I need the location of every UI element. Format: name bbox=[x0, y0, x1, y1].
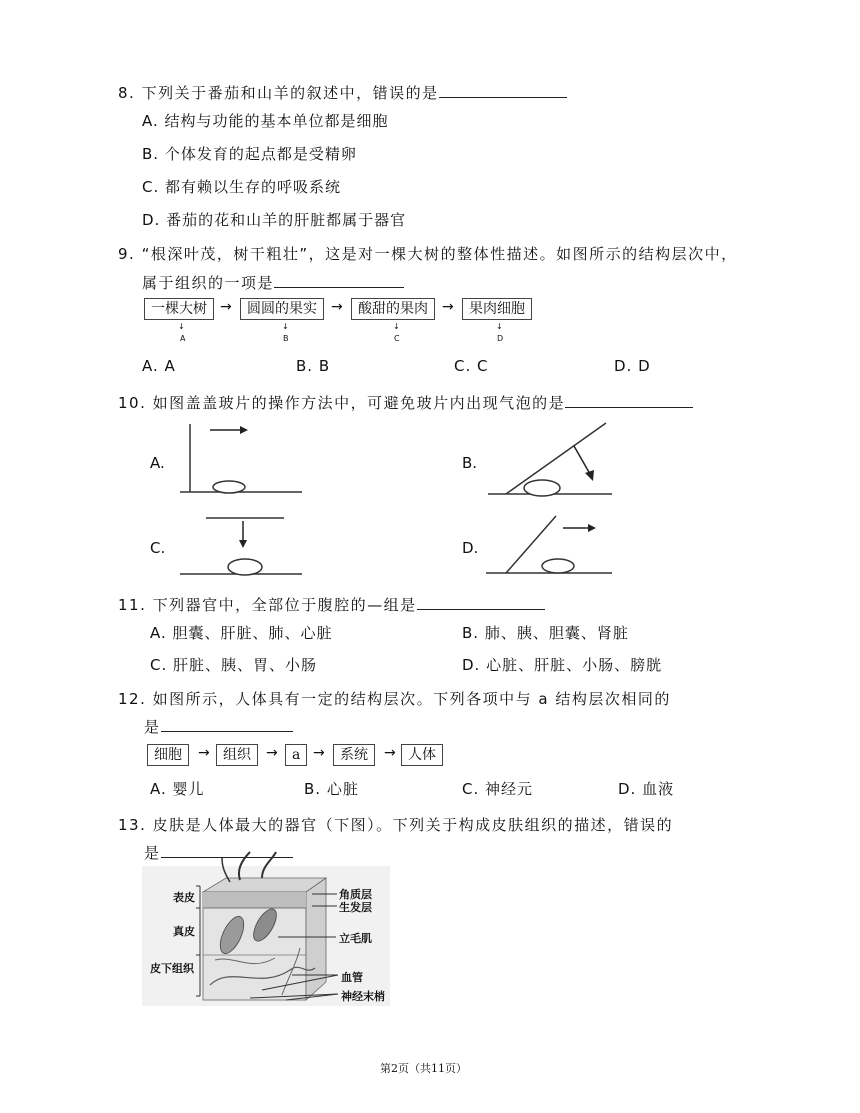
q10-option-d: D. bbox=[462, 539, 479, 557]
down-arrow-icon: ↓ bbox=[178, 322, 185, 331]
q12-option-d: D. 血液 bbox=[618, 780, 675, 798]
q9-stem-line1: 9. “根深叶茂，树干粗壮”，这是对一棵大树的整体性描述。如图所示的结构层次中， bbox=[118, 245, 738, 263]
q10-option-c: C. bbox=[150, 539, 166, 557]
q9-flow-box-4: 果肉细胞 bbox=[462, 298, 532, 320]
q12-flow-box-3: a bbox=[285, 744, 307, 766]
q9-option-a: A. A bbox=[142, 357, 176, 375]
skin-label-blood-vessel: 血管 bbox=[341, 971, 363, 984]
down-arrow-icon: ↓ bbox=[496, 322, 503, 331]
skin-label-arrector-pili: 立毛肌 bbox=[339, 932, 372, 945]
q11-option-a: A. 胆囊、肝脏、肺、心脏 bbox=[150, 624, 333, 642]
right-arrow-icon: → bbox=[198, 745, 210, 761]
page-footer: 第2页（共11页） bbox=[380, 1062, 467, 1075]
q9-flow-box-1: 一棵大树 bbox=[144, 298, 214, 320]
q9-flow-box-2: 圆圆的果实 bbox=[240, 298, 324, 320]
q8-option-d: D. 番茄的花和山羊的肝脏都属于器官 bbox=[142, 211, 407, 229]
q10-option-a: A. bbox=[150, 454, 165, 472]
skin-label-dermis: 真皮 bbox=[173, 925, 195, 938]
down-arrow-icon: ↓ bbox=[393, 322, 400, 331]
q12-flow-box-2: 组织 bbox=[216, 744, 258, 766]
right-arrow-icon: → bbox=[442, 299, 454, 315]
right-arrow-icon: → bbox=[384, 745, 396, 761]
q10-stem-text: 10. 如图盖盖玻片的操作方法中，可避免玻片内出现气泡的是 bbox=[118, 394, 566, 412]
skin-label-stratum-corneum: 角质层 bbox=[339, 888, 372, 901]
q12-stem-line2-text: 是 bbox=[144, 718, 161, 736]
down-arrow-icon: ↓ bbox=[282, 322, 289, 331]
q9-stem-line2-text: 属于组织的一项是 bbox=[142, 274, 275, 292]
q11-option-d: D. 心脏、肝脏、小肠、膀胱 bbox=[462, 656, 663, 674]
q9-flow-label-d: D bbox=[497, 334, 504, 343]
q12-flow-box-5: 人体 bbox=[401, 744, 443, 766]
skin-label-germinal-layer: 生发层 bbox=[339, 901, 372, 914]
q8-option-c: C. 都有赖以生存的呼吸系统 bbox=[142, 178, 342, 196]
q9-flow-box-3: 酸甜的果肉 bbox=[351, 298, 435, 320]
q10-option-b: B. bbox=[462, 454, 478, 472]
q13-stem-line1: 13. 皮肤是人体最大的器官（下图）。下列关于构成皮肤组织的描述，错误的 bbox=[118, 816, 674, 834]
q9-option-d: D. D bbox=[614, 357, 651, 375]
right-arrow-icon: → bbox=[220, 299, 232, 315]
right-arrow-icon: → bbox=[313, 745, 325, 761]
q12-flow-box-1: 细胞 bbox=[147, 744, 189, 766]
q9-option-c: C. C bbox=[454, 357, 489, 375]
q8-stem-text: 8. 下列关于番茄和山羊的叙述中，错误的是 bbox=[118, 84, 439, 102]
q9-option-b: B. B bbox=[296, 357, 331, 375]
right-arrow-icon: → bbox=[331, 299, 343, 315]
q9-flow-label-a: A bbox=[180, 334, 186, 343]
q13-stem-line2-text: 是 bbox=[144, 844, 161, 862]
q12-option-b: B. 心脏 bbox=[304, 780, 359, 798]
right-arrow-icon: → bbox=[266, 745, 278, 761]
q12-option-a: A. 婴儿 bbox=[150, 780, 205, 798]
skin-label-epidermis: 表皮 bbox=[173, 891, 195, 904]
q12-stem-line1: 12. 如图所示，人体具有一定的结构层次。下列各项中与 a 结构层次相同的 bbox=[118, 690, 671, 708]
skin-label-nerve-ending: 神经末梢 bbox=[341, 990, 385, 1003]
q9-flow-label-c: C bbox=[394, 334, 400, 343]
skin-label-subcutaneous: 皮下组织 bbox=[150, 962, 194, 975]
q8-option-b: B. 个体发育的起点都是受精卵 bbox=[142, 145, 357, 163]
q8-option-a: A. 结构与功能的基本单位都是细胞 bbox=[142, 112, 389, 130]
q11-stem-text: 11. 下列器官中，全部位于腹腔的—组是 bbox=[118, 596, 417, 614]
q11-option-c: C. 肝脏、胰、胃、小肠 bbox=[150, 656, 318, 674]
q9-flow-label-b: B bbox=[283, 334, 289, 343]
q12-option-c: C. 神经元 bbox=[462, 780, 534, 798]
q12-flow-box-4: 系统 bbox=[333, 744, 375, 766]
q11-option-b: B. 肺、胰、胆囊、肾脏 bbox=[462, 624, 629, 642]
